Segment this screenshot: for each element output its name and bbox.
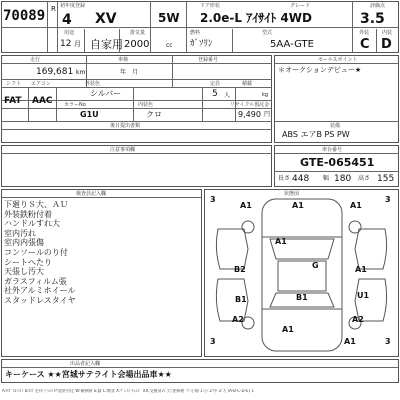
fuel: ｶﾞｿﾘﾝ: [190, 39, 213, 49]
registered-label: 登録番号: [198, 57, 219, 63]
displacement: 2000: [124, 39, 150, 50]
mark-roof: B1: [296, 293, 308, 302]
inspector-note-item: ハンドルすれ大: [4, 219, 60, 229]
load-unit: kg: [262, 92, 269, 98]
mark-windshield: G: [312, 261, 319, 270]
mark-count-left-top: 3: [210, 195, 216, 204]
equipment: ABS エアB PS PW: [282, 130, 350, 139]
recycle-fee: 9,490: [238, 110, 261, 119]
recycle-unit: 円: [264, 111, 271, 118]
inspector-note-item: 室内内張傷: [4, 238, 44, 248]
interior-color-label: 内装色: [138, 102, 154, 108]
mark-count-right-top: 3: [385, 195, 391, 204]
purpose: 自家用: [90, 38, 123, 51]
color-no: G1U: [80, 110, 99, 119]
mark-bumper-front: A1: [292, 201, 304, 210]
inspector-note-item: 室内汚れ: [4, 228, 36, 238]
mark-count-left-bottom: 3: [210, 337, 216, 346]
exterior-label: 外装: [359, 30, 370, 36]
model-code-label: 型式: [262, 30, 273, 36]
mark-hood-right: A1: [350, 201, 362, 210]
inspector-note-item: 天張し汚大: [4, 267, 44, 277]
month-unit: 月: [74, 40, 81, 48]
displacement-label: 排気量: [130, 30, 146, 36]
reg-year-letter: R: [51, 5, 56, 13]
ac: AAC: [32, 96, 53, 106]
capacity-label: 定員: [210, 81, 221, 87]
inspector-note-item: 社外アルミホイール: [4, 286, 76, 296]
mark-left-rear: B1: [235, 295, 247, 304]
inspector-note-item: スタッドレスタイヤ: [4, 295, 76, 305]
grade-label: グレード: [290, 3, 311, 9]
displacement-unit: cc: [166, 42, 173, 49]
capacity: 5: [212, 89, 218, 99]
door-type-label: ドア形状: [200, 3, 220, 9]
door-type: 5W: [158, 11, 180, 25]
notes-label: 注意事項欄: [110, 147, 136, 153]
exterior-grade: C: [360, 37, 370, 52]
model-code: 5AA-GTE: [270, 39, 314, 50]
reg-month: 12: [60, 39, 72, 49]
inspector-note-item: ガラスフィルム張: [4, 276, 67, 286]
chassis-label: 車台番号: [322, 147, 343, 153]
exhibitor-notes-label: 出品者記入欄: [70, 361, 101, 367]
inspector-notes-label: 検査員記入欄: [76, 191, 107, 197]
mark-right-q: A2: [352, 315, 364, 324]
sales-point-label: セールスポイント: [318, 57, 358, 63]
mileage-label: 走行: [30, 57, 41, 63]
mileage-unit: km: [76, 69, 86, 76]
shift: FAT: [4, 96, 22, 106]
equipment-label: 装備: [330, 123, 341, 129]
mark-rear-left: A2: [232, 315, 244, 324]
first-reg-label: 初年度登録: [60, 3, 86, 9]
model-name: XV: [95, 11, 117, 27]
grade: 2.0e-L ｱｲｻｲﾄ 4WD: [200, 11, 312, 25]
mileage: 169,681: [36, 67, 74, 77]
color-no-label: カラーNo: [64, 102, 86, 108]
interior-color: クロ: [146, 110, 162, 119]
recycle-label: リサイクル預託金: [230, 102, 270, 108]
fuel-label: 燃料: [190, 30, 201, 36]
mark-count-right-bottom: 3: [385, 337, 391, 346]
notes-box: [1, 145, 272, 187]
mark-hood-left: A1: [275, 237, 287, 246]
length: 448: [292, 174, 310, 184]
lot-number: 70089: [3, 8, 46, 24]
width-label: 幅: [323, 175, 330, 182]
legend-footer: A:ｷｽﾞ U:ﾍｺﾐ B:ｷｽﾞを伴うﾍｺﾐ P:塗装劣化 W:補修跡 S:錆 C:腐食 X:ｸﾞﾚｲﾝ ﾁｪﾝｼﾞ XX:交換済み 大:要修理 ウ:小傷 1:小 2:中 3:大 (A-B-C-D-E) 1: [2, 389, 254, 393]
mark-roof-top-left: A1: [240, 201, 252, 210]
mark-left-front: B2: [234, 265, 246, 274]
interior-label: 内装: [382, 30, 393, 36]
exterior-color: シルバー: [90, 89, 122, 98]
chassis-number: GTE-065451: [300, 156, 375, 169]
exterior-color-label: 外装色: [85, 81, 101, 87]
mark-right-rear: U1: [357, 291, 370, 300]
mark-right-front: A1: [355, 265, 367, 274]
mark-rear-center: A1: [282, 325, 294, 334]
shift-label: シフト: [6, 81, 22, 87]
load-label: 積載: [242, 81, 253, 87]
length-label: 長さ: [278, 175, 291, 182]
purpose-label: 用途: [64, 30, 75, 36]
ac-label: エアコン: [31, 81, 51, 87]
condition-diagram-label: 状態図: [284, 191, 300, 197]
height: 155: [377, 174, 395, 184]
post-delivery-label: 後日提出書類: [110, 123, 141, 129]
score-label: 評価点: [370, 3, 386, 9]
inspector-note-item: 外装鉄粉付着: [4, 209, 52, 219]
interior-grade: D: [381, 37, 392, 52]
exhibitor-note: キーケース ★★宮城サテライト会場出品車★★: [5, 370, 172, 379]
inspector-note-item: コンソールのり付: [4, 247, 68, 257]
shaken-label: 車検: [118, 57, 129, 63]
shaken-unit: 年 月: [120, 69, 139, 76]
score: 3.5: [360, 11, 385, 27]
mark-rear-right: A1: [344, 337, 356, 346]
capacity-unit: 人: [224, 92, 231, 99]
inspector-note-item: 下廻りＳ大、ＡＵ: [4, 200, 68, 209]
inspector-notes-list: [4, 200, 76, 306]
inspector-note-item: シートへたり: [4, 257, 52, 267]
sales-point: ＊オークションデビュー★: [278, 66, 362, 74]
height-label: 高さ: [358, 175, 371, 182]
width: 180: [334, 174, 352, 184]
reg-year: 4: [62, 12, 72, 28]
